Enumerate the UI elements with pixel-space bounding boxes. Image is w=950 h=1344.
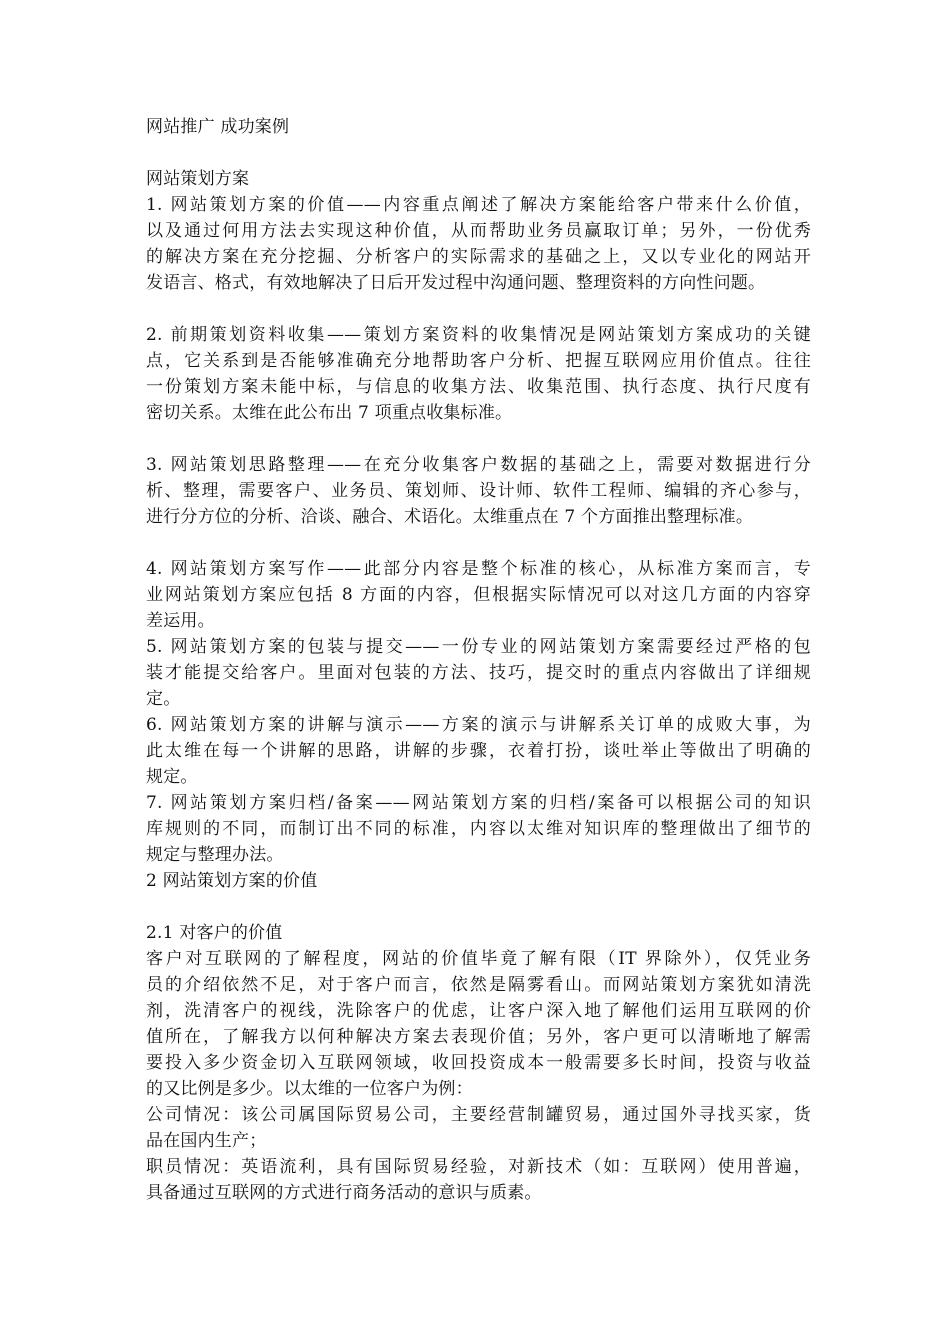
text-line: 一份策划方案未能中标，与信息的收集方法、收集范围、执行态度、执行尺度有 bbox=[146, 377, 811, 397]
section-heading: 2 网站策划方案的价值 bbox=[146, 871, 318, 891]
text-line: 装才能提交给客户。里面对包装的方法、技巧，提交时的重点内容做出了详细规 bbox=[146, 663, 811, 683]
text-line: 2. 前期策划资料收集——策划方案资料的收集情况是网站策划方案成功的关键 bbox=[146, 325, 811, 345]
text-line: 此太维在每一个讲解的思路，讲解的步骤，衣着打扮，谈吐举止等做出了明确的 bbox=[146, 741, 811, 761]
document-page bbox=[146, 114, 811, 1206]
paragraph-gap bbox=[146, 894, 811, 920]
text-line: 差运用。 bbox=[146, 611, 215, 631]
text-line: 具备通过互联网的方式进行商务活动的意识与质素。 bbox=[146, 1183, 542, 1203]
text-line: 的又比例是多少。以太维的一位客户为例： bbox=[146, 1079, 473, 1099]
subsection-heading: 2.1 对客户的价值 bbox=[146, 923, 283, 943]
text-line: 6. 网站策划方案的讲解与演示——方案的演示与讲解系关订单的成败大事，为 bbox=[146, 715, 811, 735]
text-line: 员的介绍依然不足，对于客户而言，依然是隔雾看山。而网站策划方案犹如清洗 bbox=[146, 975, 811, 995]
text-line: 4. 网站策划方案写作——此部分内容是整个标准的核心，从标准方案而言，专 bbox=[146, 559, 811, 579]
text-line: 值所在，了解我方以何种解决方案去表现价值；另外，客户更可以清晰地了解需 bbox=[146, 1027, 811, 1047]
text-line: 职员情况：英语流利，具有国际贸易经验，对新技术（如：互联网）使用普遍， bbox=[146, 1157, 811, 1177]
text-line: 规定。 bbox=[146, 767, 198, 787]
paragraph-gap bbox=[146, 530, 811, 556]
text-line: 析、整理，需要客户、业务员、策划师、设计师、软件工程师、编辑的齐心参与， bbox=[146, 481, 811, 501]
text-line: 密切关系。太维在此公布出 7 项重点收集标准。 bbox=[146, 403, 513, 423]
paragraph-gap bbox=[146, 426, 811, 452]
text-line: 业网站策划方案应包括 8 方面的内容，但根据实际情况可以对这几方面的内容穿 bbox=[146, 585, 811, 605]
text-line: 点，它关系到是否能够准确充分地帮助客户分析、把握互联网应用价值点。往往 bbox=[146, 351, 811, 371]
text-line: 3. 网站策划思路整理——在充分收集客户数据的基础之上，需要对数据进行分 bbox=[146, 455, 811, 475]
text-line: 剂，洗清客户的视线，洗除客户的优虑，让客户深入地了解他们运用互联网的价 bbox=[146, 1001, 811, 1021]
text-line: 公司情况：该公司属国际贸易公司，主要经营制罐贸易，通过国外寻找买家，货 bbox=[146, 1105, 811, 1125]
text-line: 1. 网站策划方案的价值——内容重点阐述了解决方案能给客户带来什么价值， bbox=[146, 195, 811, 215]
document-title: 网站推广 成功案例 bbox=[146, 117, 290, 137]
text-line: 库规则的不同，而制订出不同的标准，内容以太维对知识库的整理做出了细节的 bbox=[146, 819, 811, 839]
text-line: 定。 bbox=[146, 689, 181, 709]
text-line: 规定与整理办法。 bbox=[146, 845, 284, 865]
text-line: 发语言、格式，有效地解决了日后开发过程中沟通问题、整理资料的方向性问题。 bbox=[146, 273, 766, 293]
text-line: 7. 网站策划方案归档/备案——网站策划方案的归档/案备可以根据公司的知识 bbox=[146, 793, 811, 813]
text-line: 进行分方位的分析、洽谈、融合、术语化。太维重点在 7 个方面推出整理标准。 bbox=[146, 507, 754, 527]
text-line: 品在国内生产； bbox=[146, 1131, 267, 1151]
text-line: 5. 网站策划方案的包装与提交——一份专业的网站策划方案需要经过严格的包 bbox=[146, 637, 811, 657]
paragraph-gap bbox=[146, 296, 811, 322]
section-heading: 网站策划方案 bbox=[146, 169, 250, 189]
text-line: 客户对互联网的了解程度，网站的价值毕竟了解有限（IT 界除外），仅凭业务 bbox=[146, 949, 811, 969]
text-line: 以及通过何用方法去实现这种价值，从而帮助业务员赢取订单；另外，一份优秀 bbox=[146, 221, 811, 241]
text-line: 的解决方案在充分挖掘、分析客户的实际需求的基础之上，又以专业化的网站开 bbox=[146, 247, 811, 267]
text-line: 要投入多少资金切入互联网领域，收回投资成本一般需要多长时间，投资与收益 bbox=[146, 1053, 811, 1073]
paragraph-gap bbox=[146, 140, 811, 166]
